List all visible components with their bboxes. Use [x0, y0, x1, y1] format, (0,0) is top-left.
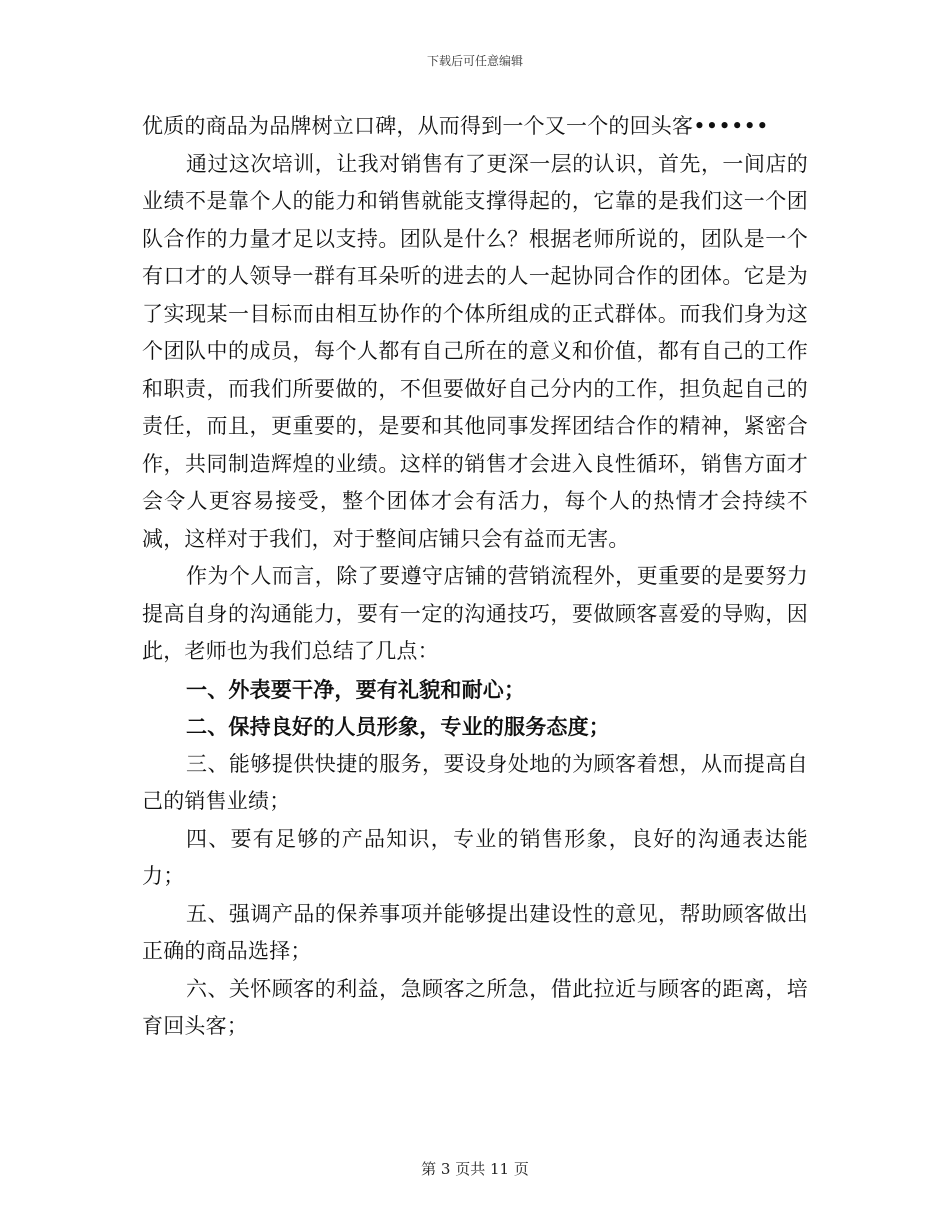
- list-item-3: 三、能够提供快捷的服务，要设身处地的为顾客着想，从而提高自己的销售业绩；: [142, 751, 808, 813]
- paragraph-communication: 作为个人而言，除了要遵守店铺的营销流程外，更重要的是要努力提高自身的沟通能力，要有一定的沟通技巧，要做顾客喜爱的导购，因此，老师也为我们总结了几点：: [142, 564, 808, 663]
- paragraph-teamwork: 通过这次培训，让我对销售有了更深一层的认识，首先，一间店的业绩不是靠个人的能力和销售就能支撑得起的，它靠的是我们这一个团队合作的力量才足以支持。团队是什么？根据老师所说的，团队是一个有口才的人领导一群有耳朵听的进去的人一起协同合作的团体。它是为了实现某一目标而由相互协作的个体所组成的正式群体。而我们身为这个团队中的成员，每个人都有自己所在的意义和价值，都有自己的工作和职责，而我们所要做的，不但要做好自己分内的工作，担负起自己的责任，而且，更重要的，是要和其他同事发挥团结合作的精神，紧密合作，共同制造辉煌的业绩。这样的销售才会进入良性循环，销售方面才会令人更容易接受，整个团体才会有活力，每个人的热情才会持续不减，这样对于我们，对于整间店铺只会有益而无害。: [142, 151, 808, 551]
- list-item-2: 二、保持良好的人员形象，专业的服务态度；: [186, 714, 610, 739]
- list-item-5: 五、强调产品的保养事项并能够提出建设性的意见，帮助顾客做出正确的商品选择；: [142, 901, 808, 963]
- list-item-6: 六、关怀顾客的利益，急顾客之所急，借此拉近与顾客的距离，培育回头客；: [142, 976, 808, 1038]
- page-number: 第 3 页共 11 页: [421, 1160, 529, 1178]
- paragraph-continuation: 优质的商品为品牌树立口碑，从而得到一个又一个的回头客••••••: [142, 114, 769, 138]
- page-header-note: 下载后可任意编辑: [426, 54, 523, 68]
- document-body: [142, 108, 808, 1046]
- list-item-4: 四、要有足够的产品知识，专业的销售形象，良好的沟通表达能力；: [142, 826, 808, 888]
- list-item-1: 一、外表要干净，要有礼貌和耐心；: [186, 676, 526, 702]
